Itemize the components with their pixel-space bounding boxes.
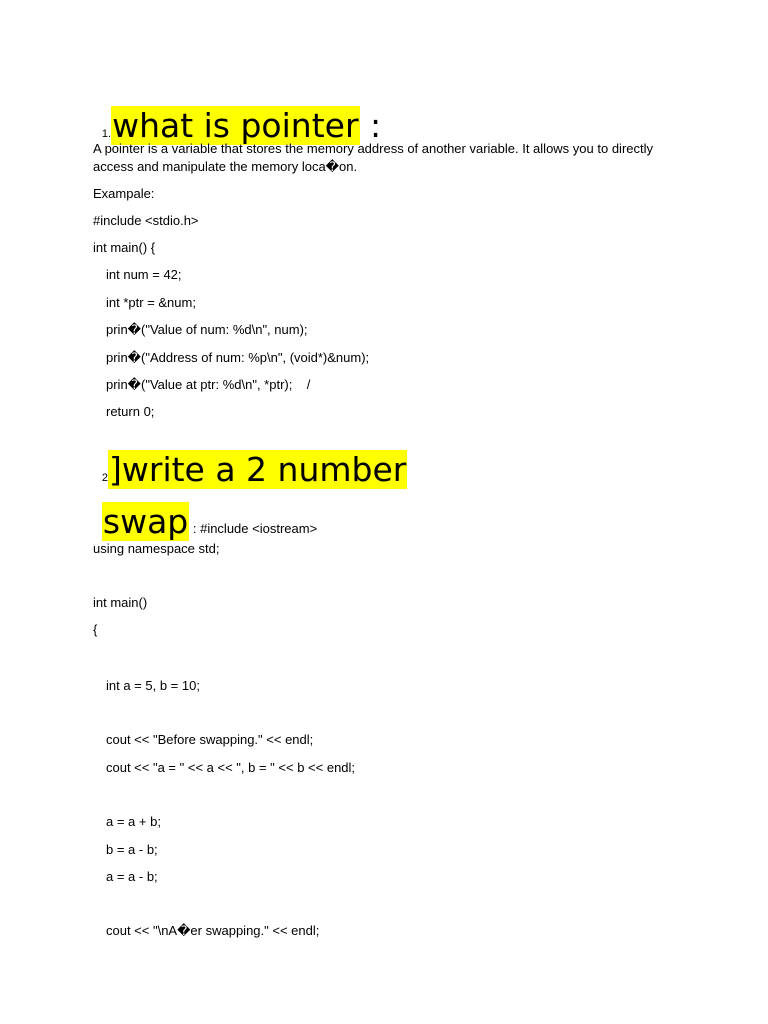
example-label: Exampale: [93, 186, 155, 201]
code-line: prin�("Address of num: %p\n", (void*)&num); [106, 350, 370, 365]
section2-number: 2 [101, 472, 109, 484]
code-line: using namespace std; [93, 541, 220, 556]
section2-heading-line2 [93, 484, 317, 542]
section1-heading [93, 88, 381, 146]
section2-heading-line1 [93, 432, 407, 490]
code-line: a = a - b; [106, 869, 158, 884]
code-line: #include <stdio.h> [93, 213, 199, 228]
code-line: cout << "\nA�er swapping." << endl; [106, 923, 320, 938]
code-line: int *ptr = &num; [106, 295, 196, 310]
section1-description: A pointer is a variable that stores the memory address of another variable. It allows you to directly access and manipulate the memory loca�on. [93, 141, 653, 174]
code-line: cout << "Before swapping." << endl; [106, 732, 314, 747]
code-line: prin�("Value at ptr: %d\n", *ptr); / [106, 377, 311, 392]
code-line: int num = 42; [106, 267, 182, 282]
section1-colon: : [359, 106, 382, 145]
code-line: return 0; [106, 404, 155, 419]
section2-title-line1: ]write a 2 number [109, 450, 407, 489]
section2-title-line2: swap [102, 502, 189, 541]
section1-number: 1. [101, 128, 112, 140]
section1-title: what is pointer [112, 106, 359, 145]
section2-inline-text: : #include <iostream> [189, 521, 318, 536]
code-line: int a = 5, b = 10; [106, 678, 200, 693]
code-line: { [93, 622, 98, 637]
code-line: prin�("Value of num: %d\n", num); [106, 322, 308, 337]
code-line: b = a - b; [106, 842, 158, 857]
code-line: int main() { [93, 240, 156, 255]
code-line: cout << "a = " << a << ", b = " << b << endl; [106, 760, 356, 775]
code-line: int main() [93, 595, 148, 610]
code-line: a = a + b; [106, 814, 161, 829]
